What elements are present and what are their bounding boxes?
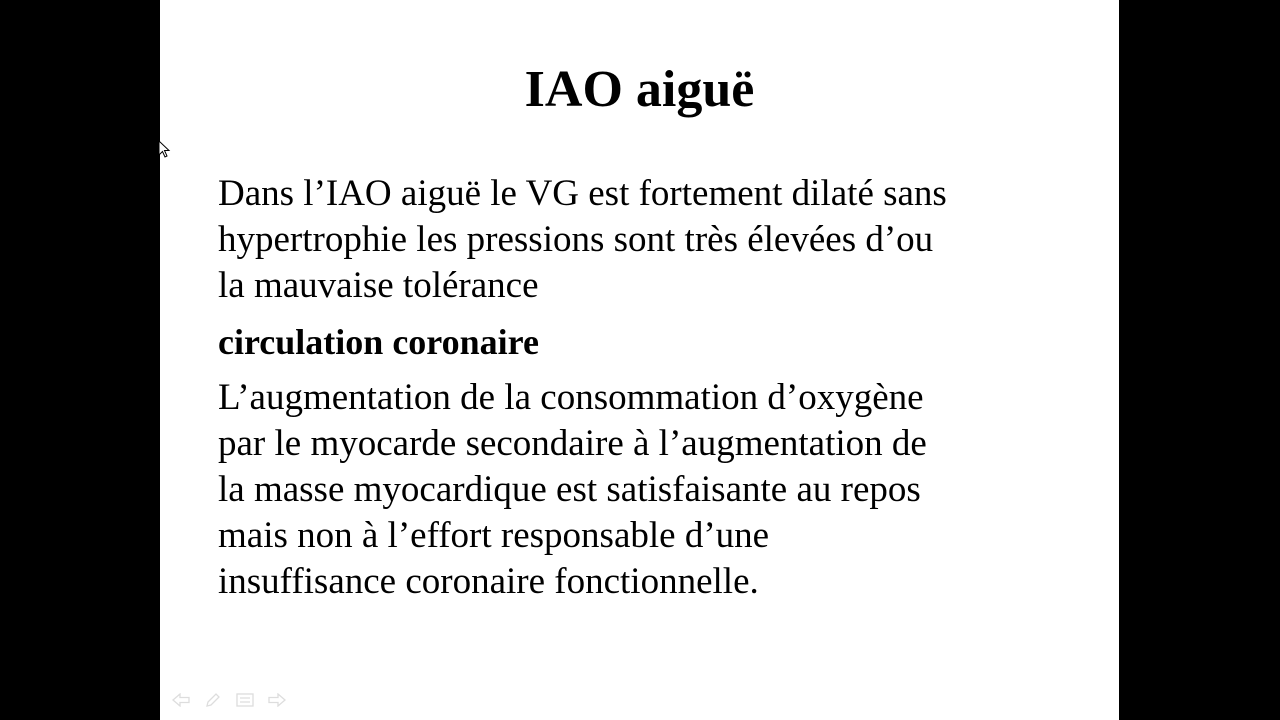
slide-body bbox=[218, 171, 1098, 605]
previous-slide-button[interactable] bbox=[170, 691, 192, 709]
next-arrow-icon bbox=[268, 693, 286, 707]
paragraph-2-line: par le myocarde secondaire à l’augmentation de bbox=[218, 423, 927, 464]
pen-tool-button[interactable] bbox=[202, 691, 224, 709]
paragraph-2-line: la masse myocardique est satisfaisante au repos bbox=[218, 469, 921, 510]
slide-title: IAO aiguë bbox=[524, 61, 755, 118]
paragraph-2-line: L’augmentation de la consommation d’oxygène bbox=[218, 377, 924, 418]
mouse-cursor-icon bbox=[158, 140, 172, 160]
paragraph-1-line: Dans l’IAO aiguë le VG est fortement dilaté sans bbox=[218, 173, 947, 214]
paragraph-2-line: mais non à l’effort responsable d’une bbox=[218, 515, 770, 556]
paragraph-1-line: la mauvaise tolérance bbox=[218, 265, 539, 306]
subheading: circulation coronaire bbox=[218, 322, 539, 362]
slide-menu-button[interactable] bbox=[234, 691, 256, 709]
pen-icon bbox=[205, 692, 221, 708]
next-slide-button[interactable] bbox=[266, 691, 288, 709]
paragraph-2 bbox=[218, 375, 1098, 605]
paragraph-1-line: hypertrophie les pressions sont très élevées d’ou bbox=[218, 219, 934, 260]
paragraph-1 bbox=[218, 171, 1098, 309]
previous-arrow-icon bbox=[172, 693, 190, 707]
slide bbox=[160, 0, 1119, 720]
paragraph-2-line: insuffisance coronaire fonctionnelle. bbox=[218, 561, 759, 602]
slide-menu-icon bbox=[236, 693, 254, 707]
slideshow-navigation bbox=[170, 690, 288, 710]
